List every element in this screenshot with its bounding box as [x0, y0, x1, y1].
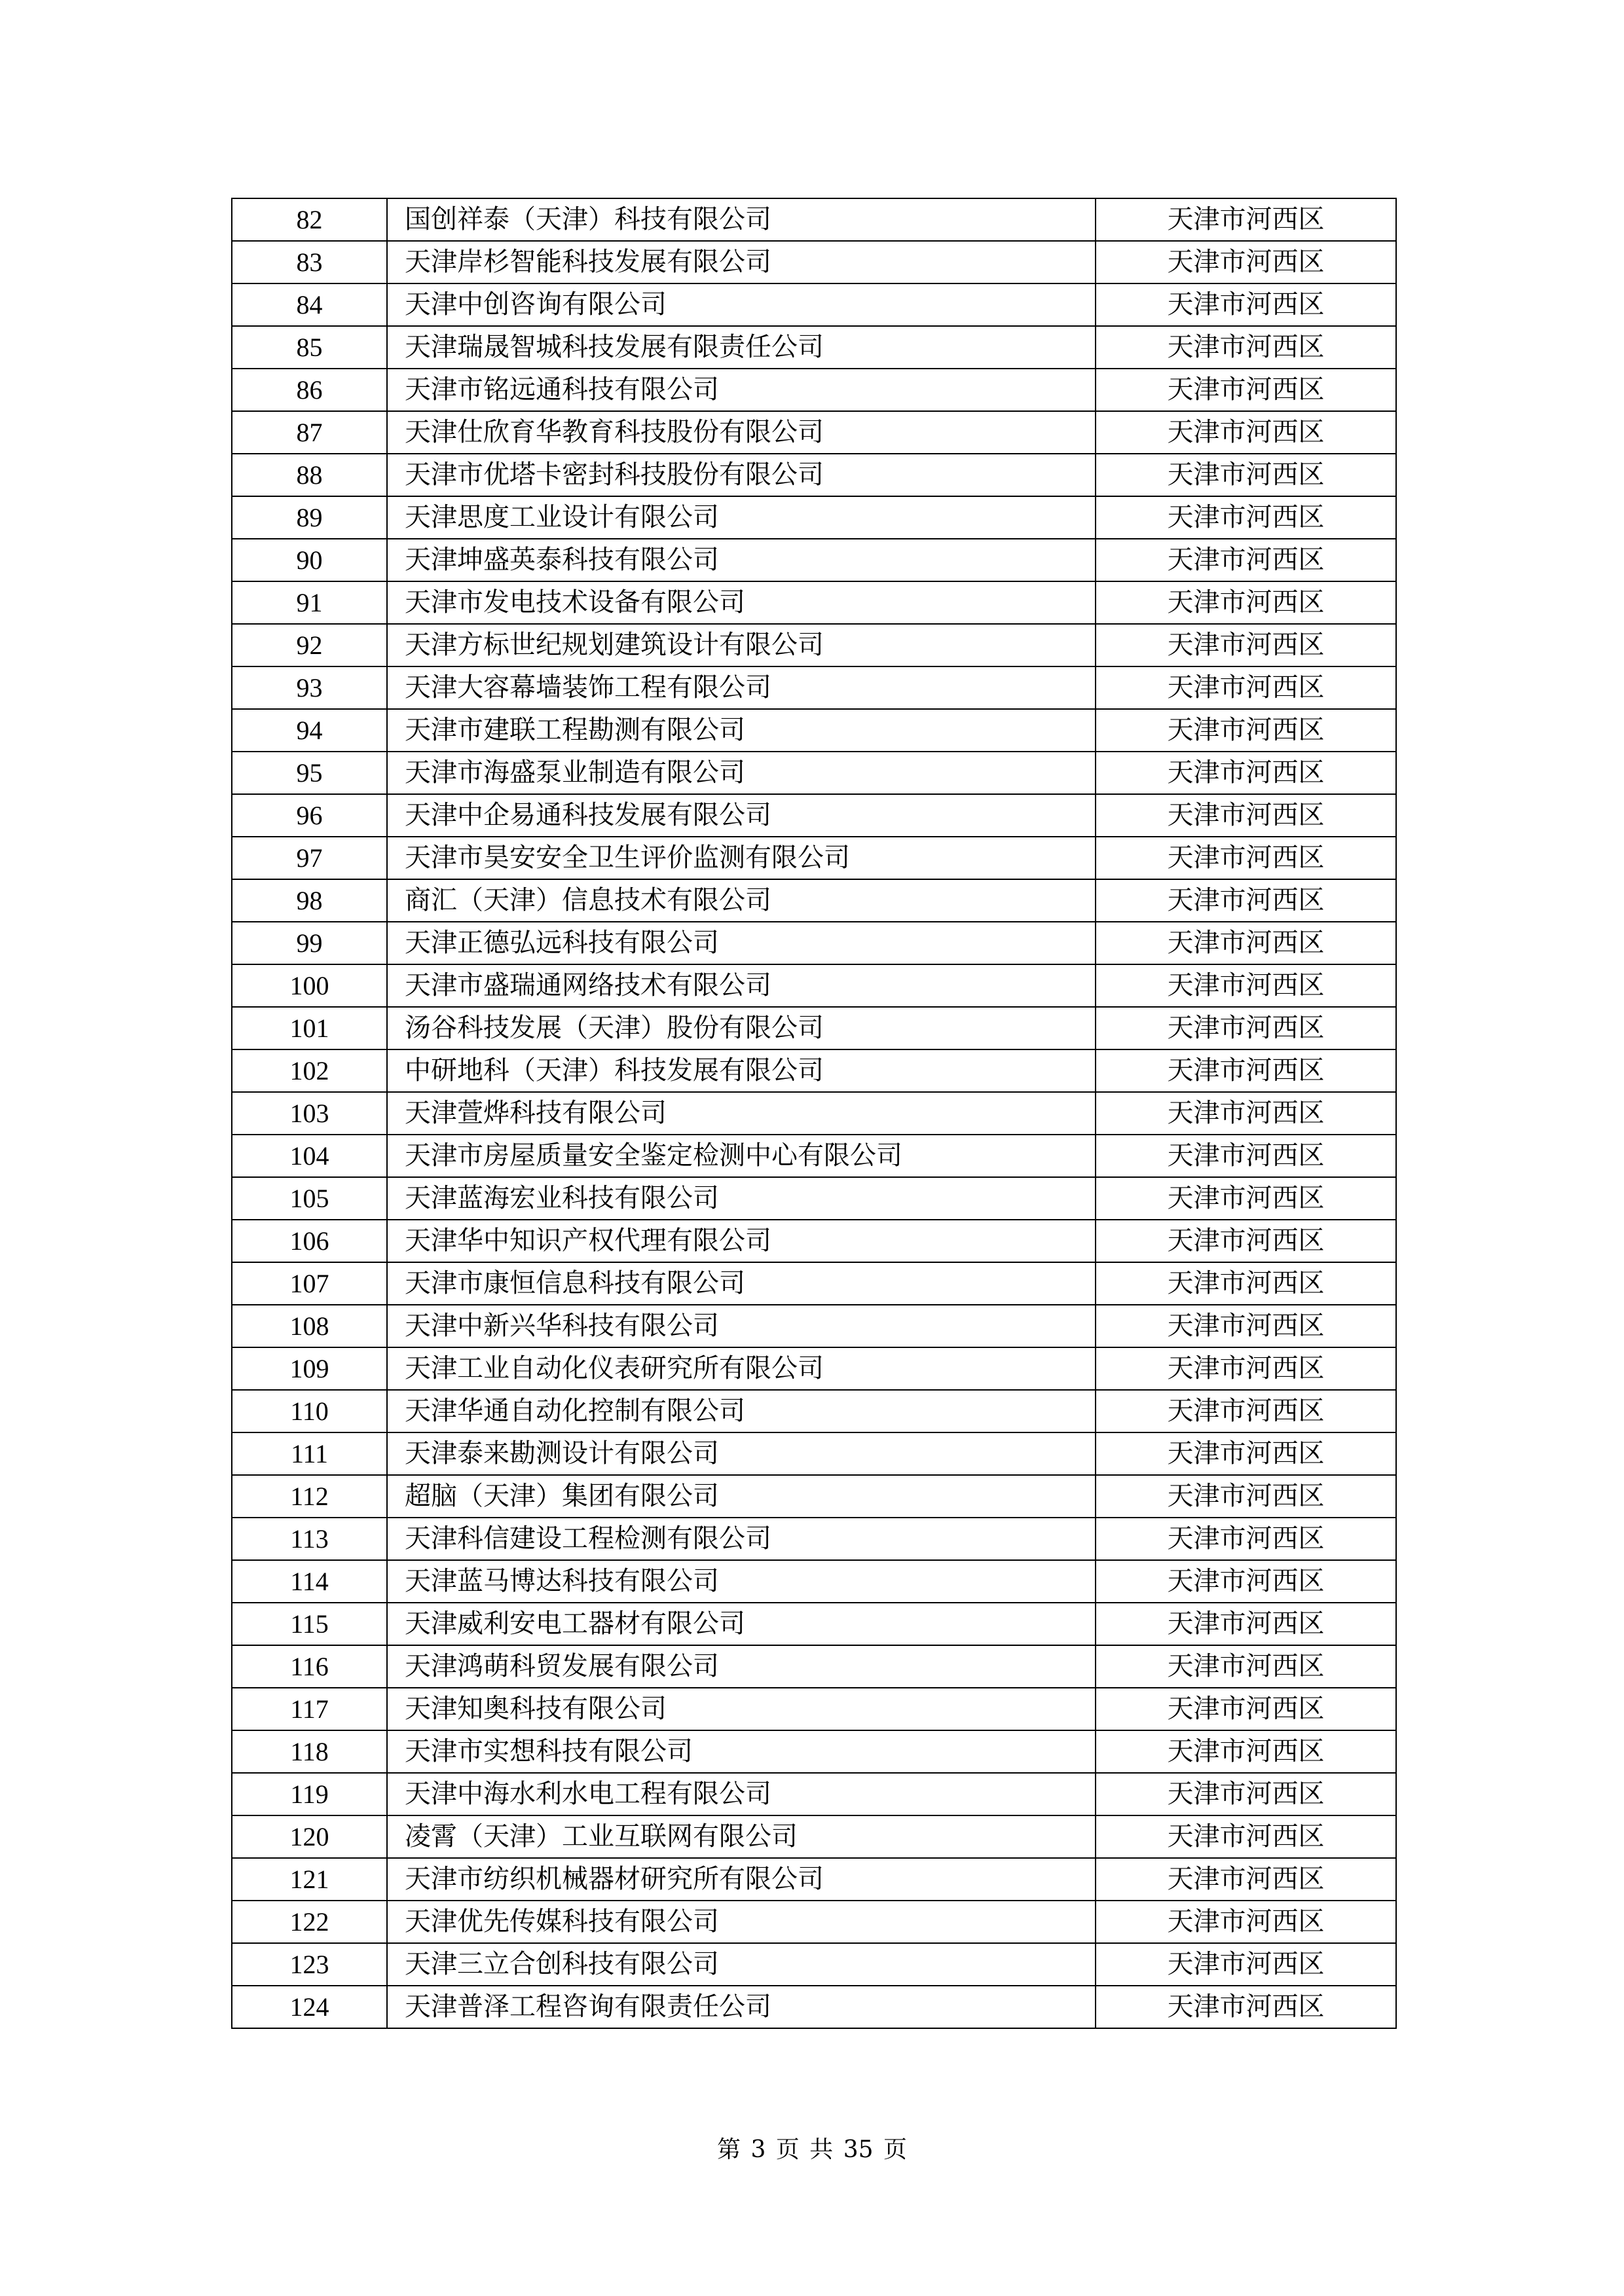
table-row	[232, 1049, 1396, 1092]
table-row	[232, 666, 1396, 709]
row-number: 94	[232, 709, 387, 752]
company-name: 天津市昊安安全卫生评价监测有限公司	[387, 837, 1096, 879]
table-row	[232, 1220, 1396, 1262]
company-name: 天津市康恒信息科技有限公司	[387, 1262, 1096, 1305]
company-region: 天津市河西区	[1096, 1603, 1396, 1645]
row-number: 100	[232, 964, 387, 1007]
row-number: 101	[232, 1007, 387, 1049]
table-row	[232, 1432, 1396, 1475]
table-row	[232, 1177, 1396, 1220]
company-name: 天津中企易通科技发展有限公司	[387, 794, 1096, 837]
table-row	[232, 1688, 1396, 1730]
company-region: 天津市河西区	[1096, 752, 1396, 794]
row-number: 120	[232, 1815, 387, 1858]
table-row	[232, 879, 1396, 922]
company-region: 天津市河西区	[1096, 241, 1396, 283]
company-name: 天津优先传媒科技有限公司	[387, 1901, 1096, 1943]
company-region: 天津市河西区	[1096, 198, 1396, 241]
company-region: 天津市河西区	[1096, 1986, 1396, 2028]
company-list-table	[231, 198, 1397, 2029]
table-row	[232, 1943, 1396, 1986]
row-number: 85	[232, 326, 387, 369]
row-number: 108	[232, 1305, 387, 1347]
company-name: 天津思度工业设计有限公司	[387, 496, 1096, 539]
company-region: 天津市河西区	[1096, 283, 1396, 326]
company-region: 天津市河西区	[1096, 1305, 1396, 1347]
row-number: 96	[232, 794, 387, 837]
company-region: 天津市河西区	[1096, 1177, 1396, 1220]
row-number: 91	[232, 581, 387, 624]
row-number: 111	[232, 1432, 387, 1475]
row-number: 102	[232, 1049, 387, 1092]
row-number: 98	[232, 879, 387, 922]
table-row	[232, 837, 1396, 879]
company-region: 天津市河西区	[1096, 624, 1396, 666]
company-name: 天津鸿萌科贸发展有限公司	[387, 1645, 1096, 1688]
company-region: 天津市河西区	[1096, 1262, 1396, 1305]
company-name: 天津岸杉智能科技发展有限公司	[387, 241, 1096, 283]
company-region: 天津市河西区	[1096, 539, 1396, 581]
table-row	[232, 1815, 1396, 1858]
table-row	[232, 1007, 1396, 1049]
table-row	[232, 1347, 1396, 1390]
company-region: 天津市河西区	[1096, 1135, 1396, 1177]
table-row	[232, 454, 1396, 496]
company-name: 天津瑞晟智城科技发展有限责任公司	[387, 326, 1096, 369]
company-region: 天津市河西区	[1096, 879, 1396, 922]
row-number: 89	[232, 496, 387, 539]
table-row	[232, 496, 1396, 539]
company-region: 天津市河西区	[1096, 837, 1396, 879]
row-number: 90	[232, 539, 387, 581]
table-row	[232, 1730, 1396, 1773]
company-name: 汤谷科技发展（天津）股份有限公司	[387, 1007, 1096, 1049]
row-number: 97	[232, 837, 387, 879]
row-number: 88	[232, 454, 387, 496]
row-number: 86	[232, 369, 387, 411]
row-number: 112	[232, 1475, 387, 1518]
row-number: 87	[232, 411, 387, 454]
table-row	[232, 1135, 1396, 1177]
company-name: 天津市房屋质量安全鉴定检测中心有限公司	[387, 1135, 1096, 1177]
company-region: 天津市河西区	[1096, 1475, 1396, 1518]
row-number: 122	[232, 1901, 387, 1943]
company-name: 天津科信建设工程检测有限公司	[387, 1518, 1096, 1560]
company-name: 商汇（天津）信息技术有限公司	[387, 879, 1096, 922]
company-name: 天津蓝海宏业科技有限公司	[387, 1177, 1096, 1220]
row-number: 121	[232, 1858, 387, 1901]
table-row	[232, 1560, 1396, 1603]
row-number: 117	[232, 1688, 387, 1730]
table-row	[232, 283, 1396, 326]
company-name: 天津普泽工程咨询有限责任公司	[387, 1986, 1096, 2028]
company-region: 天津市河西区	[1096, 369, 1396, 411]
company-name: 天津华中知识产权代理有限公司	[387, 1220, 1096, 1262]
company-region: 天津市河西区	[1096, 581, 1396, 624]
row-number: 92	[232, 624, 387, 666]
company-name: 天津威利安电工器材有限公司	[387, 1603, 1096, 1645]
company-region: 天津市河西区	[1096, 1645, 1396, 1688]
table-row	[232, 1262, 1396, 1305]
company-name: 国创祥泰（天津）科技有限公司	[387, 198, 1096, 241]
table-row	[232, 369, 1396, 411]
row-number: 114	[232, 1560, 387, 1603]
company-region: 天津市河西区	[1096, 1432, 1396, 1475]
row-number: 123	[232, 1943, 387, 1986]
company-name: 天津方标世纪规划建筑设计有限公司	[387, 624, 1096, 666]
company-region: 天津市河西区	[1096, 1858, 1396, 1901]
company-region: 天津市河西区	[1096, 1049, 1396, 1092]
row-number: 124	[232, 1986, 387, 2028]
company-region: 天津市河西区	[1096, 794, 1396, 837]
company-region: 天津市河西区	[1096, 1815, 1396, 1858]
page-footer: 第 3 页 共 35 页	[717, 2136, 907, 2163]
table-row	[232, 1986, 1396, 2028]
company-region: 天津市河西区	[1096, 1007, 1396, 1049]
table-row	[232, 752, 1396, 794]
row-number: 116	[232, 1645, 387, 1688]
company-name: 天津市盛瑞通网络技术有限公司	[387, 964, 1096, 1007]
table-row	[232, 1305, 1396, 1347]
company-name: 天津市海盛泵业制造有限公司	[387, 752, 1096, 794]
table-row	[232, 1518, 1396, 1560]
company-name: 天津仕欣育华教育科技股份有限公司	[387, 411, 1096, 454]
company-region: 天津市河西区	[1096, 1688, 1396, 1730]
company-region: 天津市河西区	[1096, 1773, 1396, 1815]
company-name: 天津三立合创科技有限公司	[387, 1943, 1096, 1986]
company-name: 天津坤盛英泰科技有限公司	[387, 539, 1096, 581]
company-name: 天津中海水利水电工程有限公司	[387, 1773, 1096, 1815]
company-region: 天津市河西区	[1096, 1092, 1396, 1135]
row-number: 84	[232, 283, 387, 326]
table-row	[232, 709, 1396, 752]
company-name: 天津市建联工程勘测有限公司	[387, 709, 1096, 752]
company-region: 天津市河西区	[1096, 326, 1396, 369]
company-region: 天津市河西区	[1096, 1560, 1396, 1603]
company-list-body	[232, 198, 1396, 2028]
company-region: 天津市河西区	[1096, 454, 1396, 496]
table-row	[232, 1858, 1396, 1901]
company-region: 天津市河西区	[1096, 922, 1396, 964]
company-name: 天津市优塔卡密封科技股份有限公司	[387, 454, 1096, 496]
table-row	[232, 1773, 1396, 1815]
table-row	[232, 411, 1396, 454]
row-number: 107	[232, 1262, 387, 1305]
company-region: 天津市河西区	[1096, 964, 1396, 1007]
table-row	[232, 1645, 1396, 1688]
row-number: 110	[232, 1390, 387, 1432]
company-region: 天津市河西区	[1096, 1390, 1396, 1432]
company-name: 天津市实想科技有限公司	[387, 1730, 1096, 1773]
table-row	[232, 964, 1396, 1007]
table-row	[232, 1901, 1396, 1943]
company-region: 天津市河西区	[1096, 1347, 1396, 1390]
company-name: 天津大容幕墙装饰工程有限公司	[387, 666, 1096, 709]
row-number: 105	[232, 1177, 387, 1220]
company-region: 天津市河西区	[1096, 1220, 1396, 1262]
company-name: 天津蓝马博达科技有限公司	[387, 1560, 1096, 1603]
table-row	[232, 241, 1396, 283]
company-region: 天津市河西区	[1096, 411, 1396, 454]
row-number: 95	[232, 752, 387, 794]
row-number: 93	[232, 666, 387, 709]
row-number: 104	[232, 1135, 387, 1177]
table-row	[232, 1390, 1396, 1432]
row-number: 119	[232, 1773, 387, 1815]
company-region: 天津市河西区	[1096, 1901, 1396, 1943]
company-name: 天津华通自动化控制有限公司	[387, 1390, 1096, 1432]
company-name: 凌霄（天津）工业互联网有限公司	[387, 1815, 1096, 1858]
company-name: 天津市铭远通科技有限公司	[387, 369, 1096, 411]
company-name: 天津萱烨科技有限公司	[387, 1092, 1096, 1135]
row-number: 82	[232, 198, 387, 241]
row-number: 83	[232, 241, 387, 283]
row-number: 103	[232, 1092, 387, 1135]
company-name: 天津工业自动化仪表研究所有限公司	[387, 1347, 1096, 1390]
table-row	[232, 581, 1396, 624]
company-name: 天津正德弘远科技有限公司	[387, 922, 1096, 964]
table-row	[232, 1092, 1396, 1135]
row-number: 113	[232, 1518, 387, 1560]
company-name: 天津市发电技术设备有限公司	[387, 581, 1096, 624]
table-row	[232, 794, 1396, 837]
company-region: 天津市河西区	[1096, 1518, 1396, 1560]
table-row	[232, 198, 1396, 241]
table-row	[232, 1603, 1396, 1645]
table-row	[232, 922, 1396, 964]
company-name: 超脑（天津）集团有限公司	[387, 1475, 1096, 1518]
company-name: 天津中创咨询有限公司	[387, 283, 1096, 326]
row-number: 118	[232, 1730, 387, 1773]
company-name: 中研地科（天津）科技发展有限公司	[387, 1049, 1096, 1092]
row-number: 99	[232, 922, 387, 964]
company-name: 天津泰来勘测设计有限公司	[387, 1432, 1096, 1475]
company-name: 天津知奥科技有限公司	[387, 1688, 1096, 1730]
row-number: 115	[232, 1603, 387, 1645]
table-row	[232, 539, 1396, 581]
company-region: 天津市河西区	[1096, 496, 1396, 539]
row-number: 109	[232, 1347, 387, 1390]
company-name: 天津中新兴华科技有限公司	[387, 1305, 1096, 1347]
company-region: 天津市河西区	[1096, 666, 1396, 709]
table-row	[232, 326, 1396, 369]
company-name: 天津市纺织机械器材研究所有限公司	[387, 1858, 1096, 1901]
table-row	[232, 624, 1396, 666]
company-region: 天津市河西区	[1096, 1943, 1396, 1986]
company-region: 天津市河西区	[1096, 709, 1396, 752]
table-row	[232, 1475, 1396, 1518]
row-number: 106	[232, 1220, 387, 1262]
company-region: 天津市河西区	[1096, 1730, 1396, 1773]
